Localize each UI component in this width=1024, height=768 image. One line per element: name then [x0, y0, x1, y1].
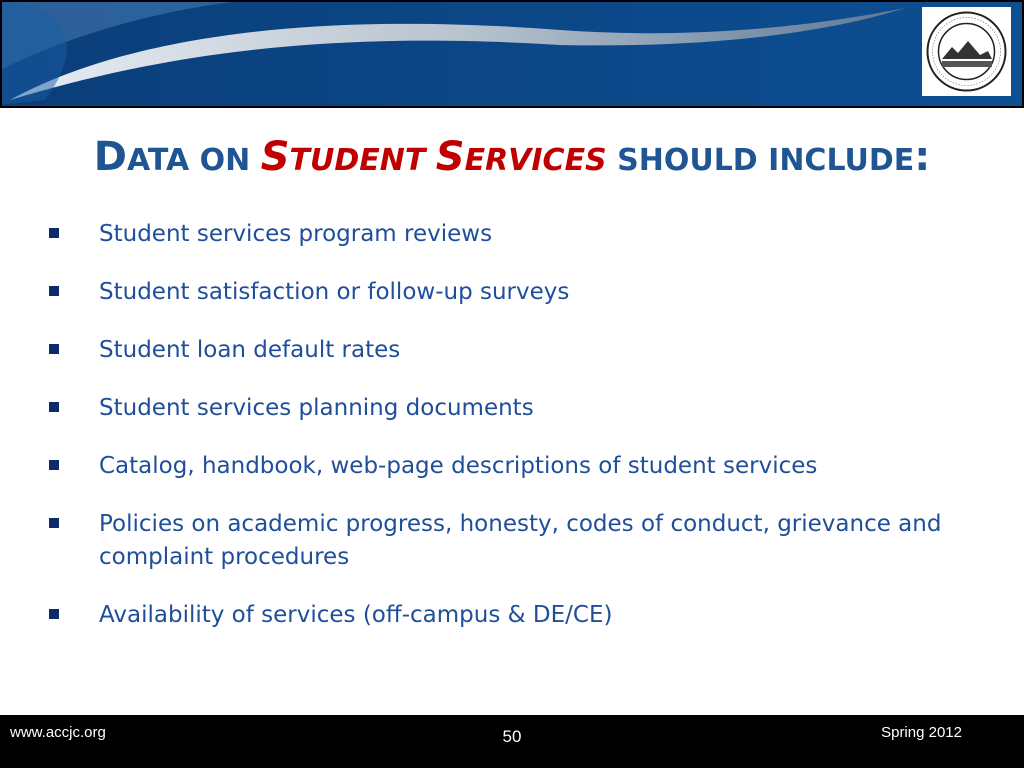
list-item	[44, 392, 1004, 425]
title-text: SHOULD INCLUDE	[606, 143, 915, 178]
page-number: 50	[502, 727, 522, 746]
header-banner	[0, 0, 1024, 108]
bullet-square-icon	[49, 518, 59, 528]
list-item	[44, 599, 1004, 632]
title-text: ATA ON	[126, 143, 261, 178]
website-link[interactable]: www.accjc.org	[10, 724, 106, 741]
list-item	[44, 334, 1004, 367]
list-item-text: Policies on academic progress, honesty, codes of conduct, grievance and complaint procedures	[99, 511, 942, 570]
list-item	[44, 508, 1004, 574]
bullet-square-icon	[49, 460, 59, 470]
title-emphasis: ERVICES	[464, 143, 607, 178]
title-text: D	[93, 134, 127, 180]
title-emphasis: TUDENT	[289, 143, 436, 178]
wasc-seal-icon	[922, 7, 1011, 96]
list-item-text: Catalog, handbook, web-page descriptions of student services	[99, 453, 818, 479]
list-item-text: Student services planning documents	[99, 395, 534, 421]
date-label: Spring 2012	[881, 724, 962, 741]
bullet-list	[44, 218, 1004, 657]
title-emphasis: S	[260, 134, 290, 180]
list-item	[44, 218, 1004, 251]
list-item-text: Student loan default rates	[99, 337, 401, 363]
list-item	[44, 276, 1004, 309]
list-item-text: Availability of services (off-campus & DE/CE)	[99, 602, 613, 628]
title-emphasis: S	[435, 134, 465, 180]
footer-bar	[0, 715, 1024, 768]
bullet-square-icon	[49, 344, 59, 354]
list-item-text: Student services program reviews	[99, 221, 493, 247]
header-graphic	[0, 0, 1024, 108]
bullet-square-icon	[49, 228, 59, 238]
list-item	[44, 450, 1004, 483]
list-item-text: Student satisfaction or follow-up surveys	[99, 279, 570, 305]
title-text: :	[914, 134, 931, 180]
slide-title	[0, 132, 1024, 186]
bullet-square-icon	[49, 609, 59, 619]
bullet-square-icon	[49, 286, 59, 296]
bullet-square-icon	[49, 402, 59, 412]
